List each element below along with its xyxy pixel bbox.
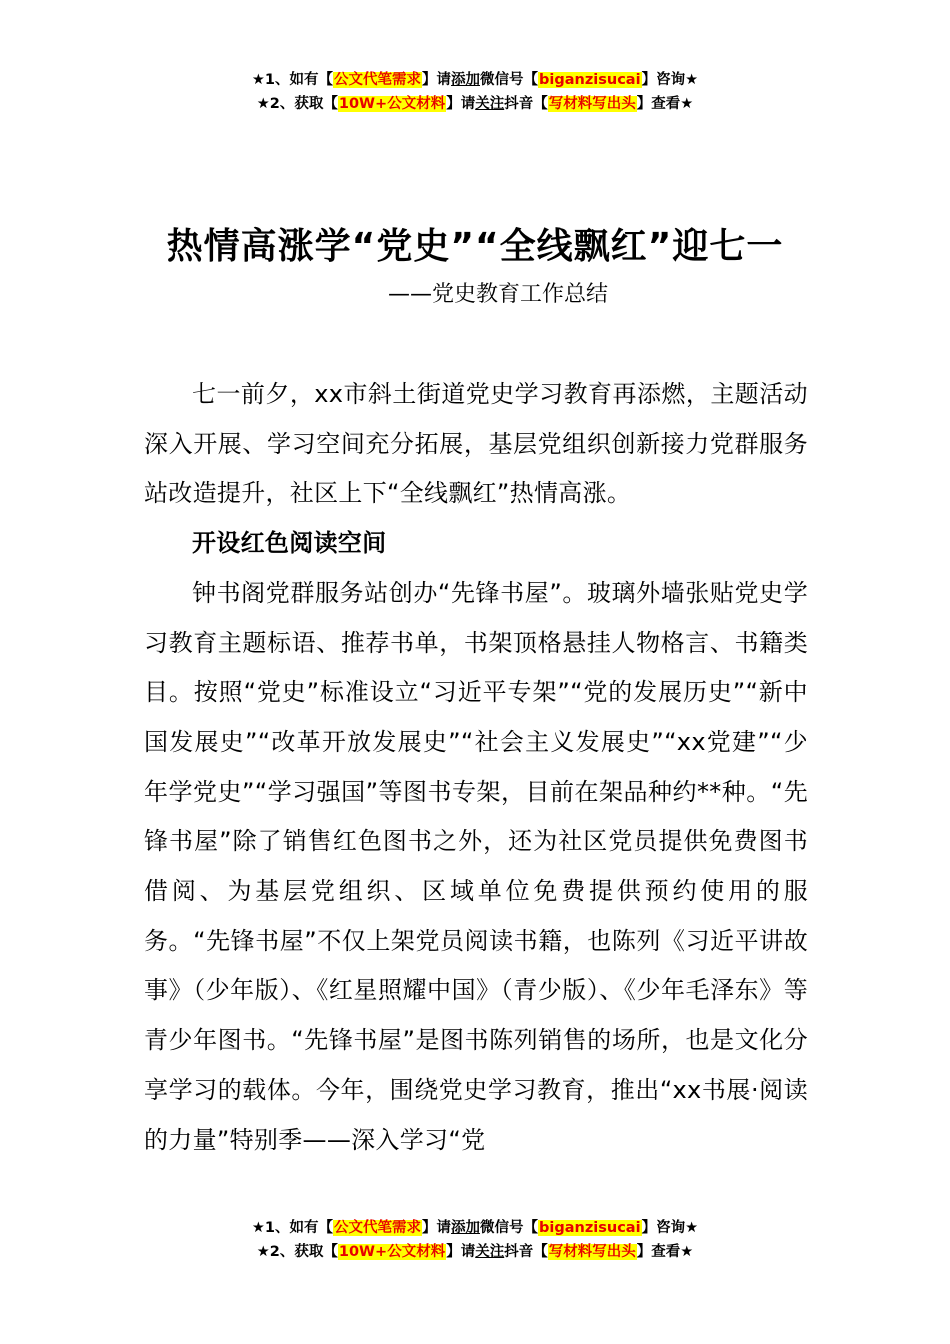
banner-underlined-text: 关注	[475, 1244, 505, 1260]
banner-line-1	[0, 68, 950, 92]
banner-underlined-text: 添加	[451, 72, 481, 88]
banner-text: 抖音【	[504, 96, 548, 112]
banner-text: 】请	[422, 1220, 452, 1236]
banner-text: 】咨询★	[641, 1220, 699, 1236]
paragraph: 钟书阁党群服务站创办“先锋书屋”。玻璃外墙张贴党史学习教育主题标语、推荐书单，书架顶格悬挂人物格言、书籍类目。按照“党史”标准设立“习近平专架”“党的发展历史”“新中国发展史”“改革开放发展史”“社会主义发展史”“xx党建”“少年学党史”“学习强国”等图书专架，目前在架品种约**种。“先锋书屋”除了销售红色图书之外，还为社区党员提供免费图书借阅、为基层党组织、区域单位免费提供预约使用的服务。“先锋书屋”不仅上架党员阅读书籍，也陈列《习近平讲故事》（少年版）、《红星照耀中国》（青少版）、《少年毛泽东》等青少年图书。“先锋书屋”是图书陈列销售的场所，也是文化分享学习的载体。今年，围绕党史学习教育，推出“xx书展·阅读的力量”特别季——深入学习“党	[144, 578, 809, 1154]
banner-text: 】咨询★	[641, 72, 699, 88]
banner-underlined-text: 关注	[475, 96, 505, 112]
document-subtitle: ——党史教育工作总结	[387, 282, 608, 307]
banner-text: 微信号【	[480, 1220, 539, 1236]
banner-text: ★1、如有【	[251, 1220, 334, 1236]
banner-highlight: 10W+公文材料	[338, 1244, 446, 1260]
document-title: 热情高涨学“党史”“全线飘红”迎七一	[166, 226, 784, 267]
banner-highlight: 公文代笔需求	[334, 1220, 422, 1236]
banner-text: 微信号【	[480, 72, 539, 88]
section-heading: 开设红色阅读空间	[192, 529, 387, 558]
banner-text: 抖音【	[504, 1244, 548, 1260]
banner-line-2	[0, 92, 950, 116]
document-body	[144, 370, 808, 1165]
banner-text: ★2、获取【	[256, 96, 338, 112]
banner-line-1	[0, 1216, 950, 1240]
banner-text: 】查看★	[636, 1244, 694, 1260]
banner-highlight: biganzisucai	[539, 72, 641, 88]
banner-text: 】请	[446, 1244, 476, 1260]
banner-text: ★1、如有【	[251, 72, 334, 88]
banner-line-2	[0, 1240, 950, 1264]
banner-highlight: 10W+公文材料	[338, 96, 446, 112]
header-banner	[0, 68, 950, 116]
banner-text: ★2、获取【	[256, 1244, 338, 1260]
banner-highlight: 写材料写出头	[548, 1244, 636, 1260]
banner-highlight: 写材料写出头	[548, 96, 636, 112]
banner-text: 】请	[422, 72, 452, 88]
banner-text: 】查看★	[636, 96, 694, 112]
banner-text: 】请	[446, 96, 476, 112]
paragraph: 七一前夕，xx市斜土街道党史学习教育再添燃，主题活动深入开展、学习空间充分拓展，基层党组织创新接力党群服务站改造提升，社区上下“全线飘红”热情高涨。	[144, 380, 808, 508]
banner-highlight: biganzisucai	[539, 1220, 641, 1236]
banner-highlight: 公文代笔需求	[334, 72, 422, 88]
banner-underlined-text: 添加	[451, 1220, 481, 1236]
footer-banner	[0, 1216, 950, 1264]
